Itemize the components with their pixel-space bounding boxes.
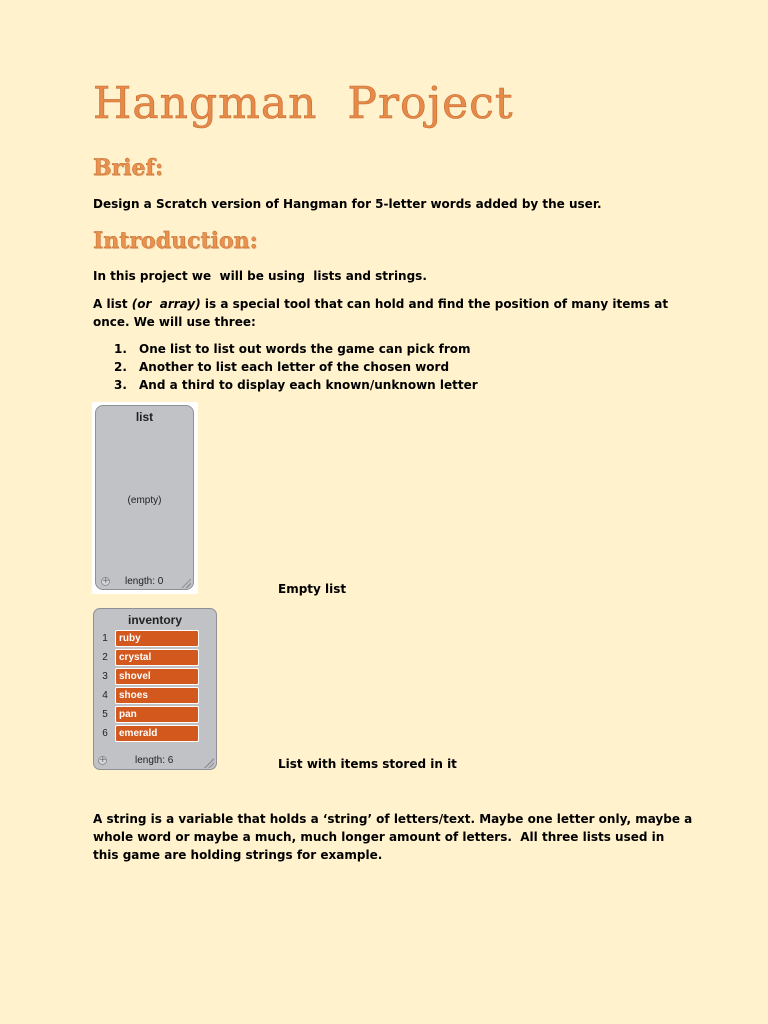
brief-heading: Brief: — [93, 155, 164, 181]
list-item-text: Another to list each letter of the chosen word — [139, 360, 450, 374]
list-item — [114, 358, 478, 376]
list-item — [114, 340, 478, 358]
inventory-length: length: 6 — [135, 755, 174, 766]
inventory-index: 1 — [102, 633, 108, 644]
list-definition-end: is a special tool that can hold and find the position of many items at once. We will use three: — [93, 297, 673, 329]
inventory-index: 4 — [102, 690, 108, 701]
introduction-heading: Introduction: — [93, 228, 258, 254]
inventory-row — [94, 668, 218, 686]
page-title: Hangman Project — [93, 78, 514, 129]
empty-list-widget — [95, 405, 194, 590]
list-item — [114, 376, 478, 394]
add-item-icon[interactable]: + — [99, 755, 107, 765]
inventory-item[interactable]: ruby — [115, 630, 199, 647]
inventory-index: 6 — [102, 728, 108, 739]
empty-list-title: list — [135, 410, 154, 424]
resize-handle-icon[interactable] — [181, 578, 191, 588]
inventory-list-widget — [93, 608, 217, 770]
introduction-text: In this project we will be using lists and strings. — [93, 269, 427, 283]
list-item-text: One list to list out words the game can pick from — [139, 342, 471, 356]
list-item-text: And a third to display each known/unknown letter — [139, 378, 478, 392]
inventory-row — [94, 649, 218, 667]
list-item-number: 3. — [114, 378, 127, 392]
inventory-index: 2 — [102, 652, 108, 663]
inventory-item[interactable]: pan — [115, 706, 199, 723]
brief-text: Design a Scratch version of Hangman for 5-letter words added by the user. — [93, 197, 602, 211]
inventory-row — [94, 706, 218, 724]
inventory-row — [94, 687, 218, 705]
list-definition-start: A list — [93, 297, 132, 311]
inventory-item[interactable]: emerald — [115, 725, 199, 742]
inventory-row — [94, 630, 218, 648]
inventory-caption: List with items stored in it — [278, 757, 457, 771]
empty-list-placeholder: (empty) — [127, 495, 162, 506]
resize-handle-icon[interactable] — [204, 758, 214, 768]
list-item-number: 2. — [114, 360, 127, 374]
add-item-icon[interactable]: + — [102, 576, 110, 586]
inventory-item[interactable]: crystal — [115, 649, 199, 666]
list-item-number: 1. — [114, 342, 127, 356]
inventory-index: 5 — [102, 709, 108, 720]
inventory-item[interactable]: shoes — [115, 687, 199, 704]
inventory-row — [94, 725, 218, 743]
list-definition-italic: (or array) — [131, 297, 201, 311]
empty-list-length: length: 0 — [125, 576, 164, 587]
string-paragraph: A string is a variable that holds a ‘string’ of letters/text. Maybe one letter only, maybe a whole word or maybe a much, much longer amount of letters. All three lists used in this game are holding strings for example. — [93, 812, 697, 862]
inventory-title: inventory — [127, 613, 182, 627]
inventory-item[interactable]: shovel — [115, 668, 199, 685]
list-definition — [93, 295, 693, 331]
empty-list-caption: Empty list — [278, 582, 347, 596]
numbered-list — [114, 340, 478, 394]
inventory-index: 3 — [102, 671, 108, 682]
